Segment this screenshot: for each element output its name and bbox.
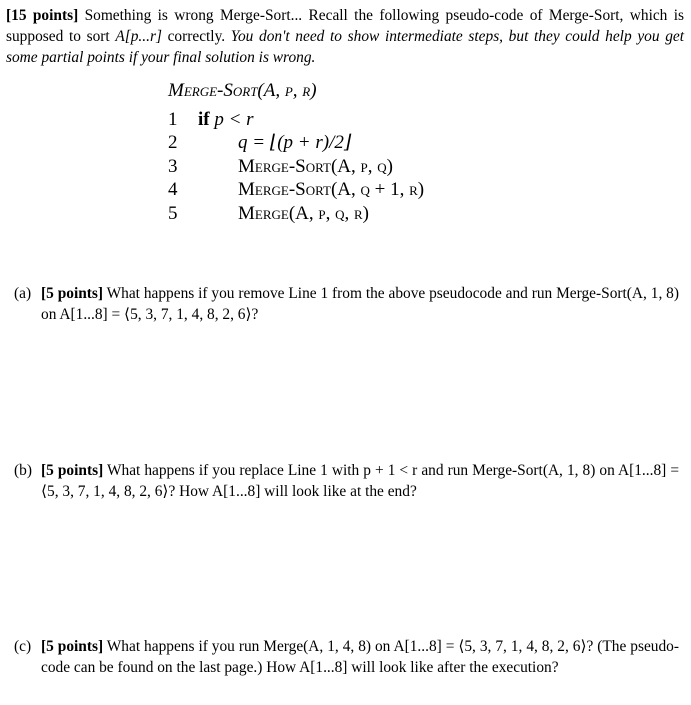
pseudocode-line <box>168 131 424 154</box>
line-code: Merge-Sort(A, q + 1, r) <box>238 179 425 201</box>
question-text: What happens if you run Merge(A, 1, 4, 8) on A[1...8] = ⟨5, 3, 7, 1, 4, 8, 2, 6⟩? (The pseudo-code can be found on the last page.) How A[1...8] will look like after the execution? <box>41 638 680 676</box>
question-label: (b) <box>14 462 32 479</box>
question-body <box>41 460 679 502</box>
problem-array: A[p...r] <box>115 28 162 45</box>
line-code: p < r <box>209 109 254 130</box>
question-points: [5 points] <box>41 638 104 655</box>
question-c <box>14 636 679 678</box>
pseudocode-line <box>168 155 424 178</box>
line-number: 5 <box>168 202 178 224</box>
line-number: 4 <box>168 179 178 201</box>
problem-text-2: correctly. <box>161 28 231 45</box>
pseudocode-title: Merge-Sort(A, p, r) <box>168 80 317 101</box>
question-body <box>41 283 679 325</box>
question-body <box>41 636 679 678</box>
question-label: (a) <box>14 285 32 302</box>
line-number: 2 <box>168 132 178 154</box>
pseudocode-line <box>168 108 424 131</box>
line-number: 3 <box>168 155 178 177</box>
question-b <box>14 460 679 502</box>
problem-points: [15 points] <box>6 7 79 24</box>
problem-intro <box>6 5 684 68</box>
question-label: (c) <box>14 638 32 655</box>
pseudocode-line <box>168 202 424 225</box>
question-a <box>14 283 679 325</box>
line-number: 1 <box>168 109 178 130</box>
problem-hint: You don't need to show intermediate steps, but they could help you get some partial points if your final solution is wrong. <box>6 28 684 66</box>
question-points: [5 points] <box>41 285 104 302</box>
question-text: What happens if you remove Line 1 from the above pseudocode and run Merge-Sort(A, 1, 8) on A[1...8] = ⟨5, 3, 7, 1, 4, 8, 2, 6⟩? <box>41 285 679 323</box>
line-code: q = ⌊(p + r)/2⌋ <box>238 132 352 154</box>
question-points: [5 points] <box>41 462 104 479</box>
pseudocode-line <box>168 178 424 201</box>
problem-text: Something is wrong Merge-Sort... Recall the following pseudo-code of Merge-Sort, which is supposed to sort <box>6 7 684 45</box>
pseudocode-block <box>168 78 424 225</box>
line-code: Merge-Sort(A, p, q) <box>238 155 393 177</box>
if-keyword: if <box>198 109 210 130</box>
line-code: Merge(A, p, q, r) <box>238 202 369 224</box>
question-text: What happens if you replace Line 1 with p + 1 < r and run Merge-Sort(A, 1, 8) on A[1...8] = ⟨5, 3, 7, 1, 4, 8, 2, 6⟩? How A[1...8] will look like at the end? <box>41 462 679 500</box>
